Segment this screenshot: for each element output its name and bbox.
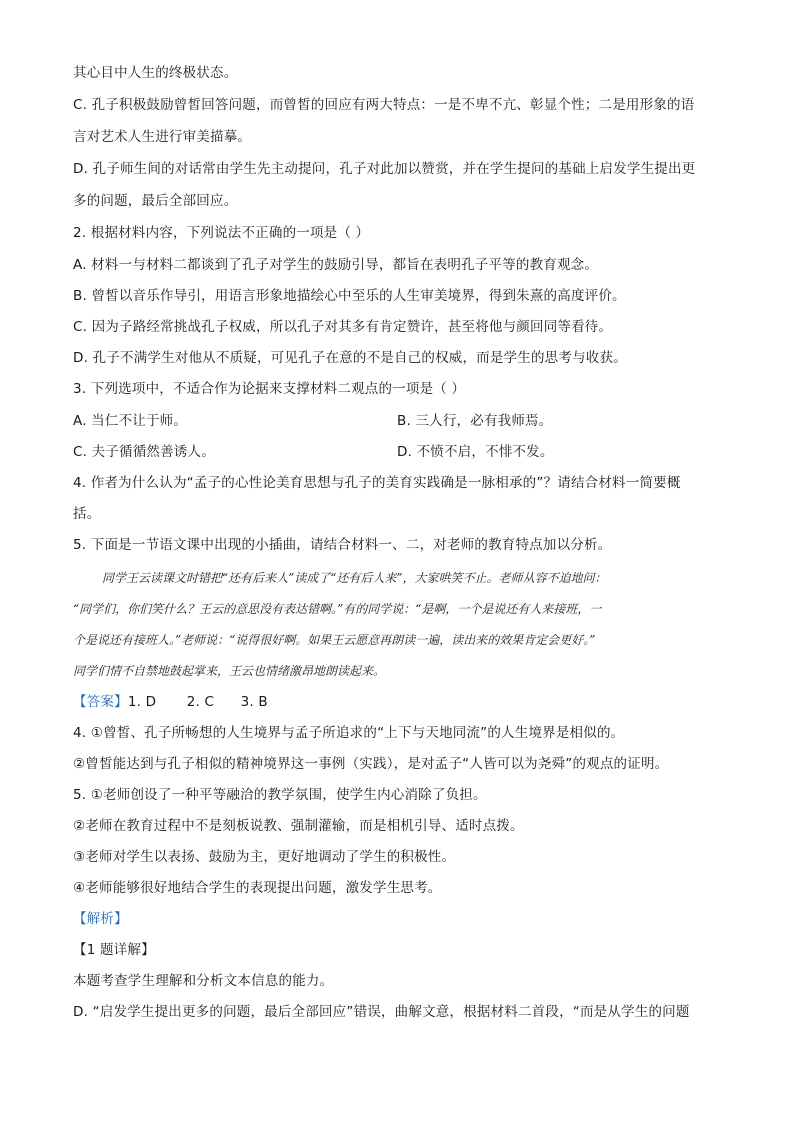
question-3-option-b: B. 三人行，必有我师焉。 [397,413,553,429]
answer-3: 3. B [240,694,268,710]
option-d-line: D. 孔子师生间的对话常由学生先主动提问，孔子对此加以赞赏，并在学生提问的基础上启发学生提出更 [73,161,696,177]
answer-4-line: ②曾皙能达到与孔子相似的精神境界这一事例（实践），是对孟子“人皆可以为尧舜”的观点的证明。 [73,756,669,772]
answer-5-line: ④老师能够很好地结合学生的表现提出问题，激发学生思考。 [73,880,442,896]
answer-5-line: ③老师对学生以表扬、鼓励为主，更好地调动了学生的积极性。 [73,849,456,865]
answer-1: 1. D [127,694,157,710]
answer-line [73,693,268,711]
answer-5-line: 5. ①老师创设了一种平等融洽的教学氛围，使学生内心消除了负担。 [73,787,487,803]
analysis-label: 【解析】 [73,911,128,927]
question-3: 3. 下列选项中，不适合作为论据来支撑材料二观点的一项是（ ） [73,381,466,397]
question-2-option-c: C. 因为子路经常挑战孔子权威，所以孔子对其多有肯定赞许，甚至将他与颜回同等看待。 [73,319,613,335]
question-3-option-c: C. 夫子循循然善诱人。 [73,444,215,460]
answer-label: 【答案】 [73,694,128,710]
quote-line: 同学王云读课文时错把“还有后来人”读成了“还有后人来”，大家哄笑不止。老师从容不迫地问： [102,571,607,585]
question-5: 5. 下面是一节语文课中出现的小插曲，请结合材料一、二，对老师的教育特点加以分析。 [73,537,612,553]
question-4-cont: 括。 [73,506,101,522]
analysis-text: D. “启发学生提出更多的问题，最后全部回应”错误，曲解文意，根据材料二首段，“而是从学生的问题 [73,1004,690,1020]
quote-line: “同学们，你们笑什么？王云的意思没有表达错啊。”有的同学说：“是啊，一个是说还有人来接班，一 [73,602,602,616]
text-line: 言对艺术人生进行审美描摹。 [73,129,252,145]
text-line: 其心目中人生的终极状态。 [73,65,238,81]
answer-5-line: ②老师在教育过程中不是刻板说教、强制灌输，而是相机引导、适时点拨。 [73,818,524,834]
answer-2: 2. C [186,694,215,710]
question-3-option-a: A. 当仁不让于师。 [73,413,188,429]
question-2-option-d: D. 孔子不满学生对他从不质疑，可见孔子在意的不是自己的权威，而是学生的思考与收获。 [73,350,627,366]
question-2-option-b: B. 曾皙以音乐作导引，用语言形象地描绘心中至乐的人生审美境界，得到朱熹的高度评价。 [73,288,626,304]
quote-line: 同学们情不自禁地鼓起掌来，王云也情绪激昂地朗读起来。 [73,664,386,678]
analysis-text: 本题考查学生理解和分析文本信息的能力。 [73,973,334,989]
option-c-line: C. 孔子积极鼓励曾皙回答问题，而曾皙的回应有两大特点：一是不卑不亢、彰显个性；二是用形象的语 [73,97,695,113]
question-2-option-a: A. 材料一与材料二都谈到了孔子对学生的鼓励引导，都旨在表明孔子平等的教育观念。 [73,257,599,273]
analysis-subheading: 【1 题详解】 [73,942,155,958]
text-line: 多的问题，最后全部回应。 [73,193,238,209]
question-4: 4. 作者为什么认为“孟子的心性论美育思想与孔子的美育实践确是一脉相承的”？请结合材料一简要概 [73,475,681,491]
quote-line: 个是说还有接班人。”老师说：“说得很好啊。如果王云愿意再朗读一遍，读出来的效果肯定会更好。” [73,633,596,647]
question-3-option-d: D. 不愤不启，不悱不发。 [397,444,554,460]
answer-4-line: 4. ①曾皙、孔子所畅想的人生境界与孟子所追求的“上下与天地同流”的人生境界是相似的。 [73,725,625,741]
question-2: 2. 根据材料内容，下列说法不正确的一项是（ ） [73,225,370,241]
